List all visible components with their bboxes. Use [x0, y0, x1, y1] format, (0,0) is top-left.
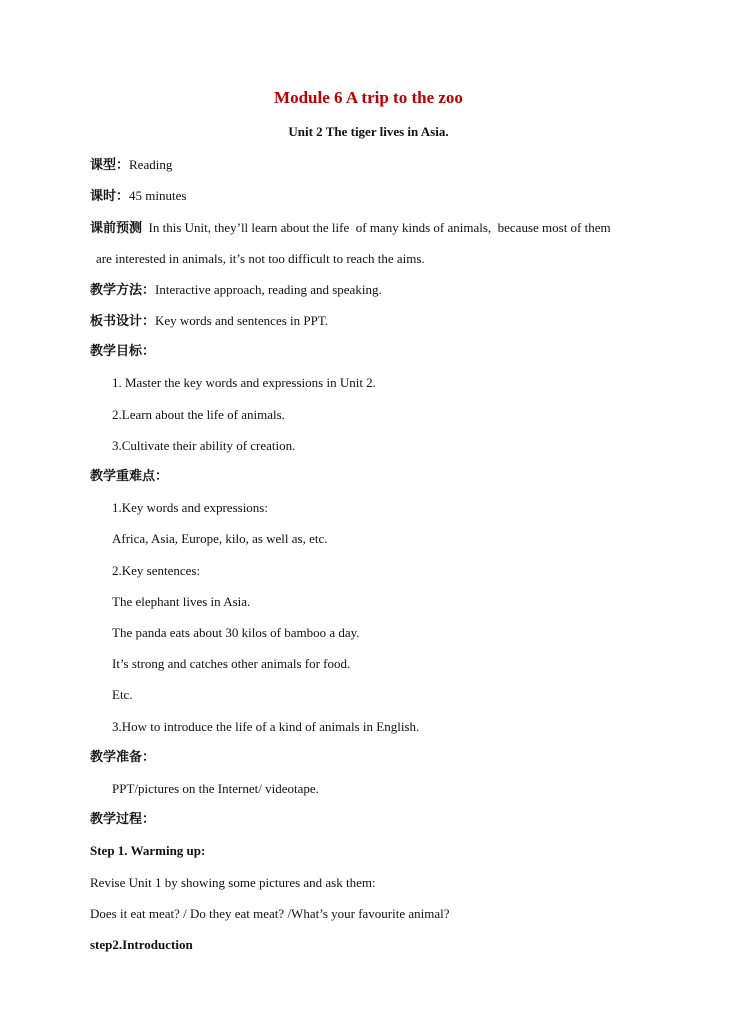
- lesson-type-line: [90, 157, 172, 174]
- preparation-value: PPT/pictures on the Internet/ videotape.: [112, 781, 319, 796]
- document-subtitle: Unit 2 The tiger lives in Asia.: [288, 124, 449, 139]
- lesson-type-label: 课型：: [90, 158, 130, 173]
- method-label: 教学方法：: [90, 283, 156, 298]
- lesson-type-value: Reading: [129, 157, 173, 172]
- preview-line: [90, 220, 611, 237]
- key-point-item: It’s strong and catches other animals for food.: [112, 656, 351, 671]
- process-heading: 教学过程：: [90, 812, 156, 827]
- objectives-heading: 教学目标：: [90, 344, 156, 359]
- key-point-item: The elephant lives in Asia.: [112, 594, 251, 609]
- preparation-heading: 教学准备：: [90, 750, 156, 765]
- document-title: Module 6 A trip to the zoo: [274, 88, 463, 107]
- key-points-heading: 教学重难点：: [90, 469, 169, 484]
- duration-label: 课时：: [90, 189, 130, 204]
- board-line: [90, 313, 328, 330]
- preview-text-1: In this Unit, they’ll learn about the life of many kinds of animals, because most of them: [142, 220, 611, 235]
- board-label: 板书设计：: [90, 314, 156, 329]
- preview-text-2: are interested in animals, it’s not too difficult to reach the aims.: [96, 251, 425, 266]
- step1-title: Step 1. Warming up:: [90, 843, 206, 858]
- duration-value: 45 minutes: [129, 188, 187, 203]
- duration-line: [90, 188, 186, 205]
- preview-label: 课前预测: [90, 221, 143, 236]
- objective-item: 3.Cultivate their ability of creation.: [112, 438, 296, 453]
- key-point-item: 3.How to introduce the life of a kind of animals in English.: [112, 719, 420, 734]
- objective-item: 1. Master the key words and expressions in Unit 2.: [112, 375, 376, 390]
- method-line: [90, 282, 382, 299]
- step1-text-2: Does it eat meat? / Do they eat meat? /What’s your favourite animal?: [90, 906, 450, 921]
- objective-item: 2.Learn about the life of animals.: [112, 407, 285, 422]
- key-point-item: Etc.: [112, 687, 133, 702]
- board-value: Key words and sentences in PPT.: [155, 313, 329, 328]
- key-point-item: Africa, Asia, Europe, kilo, as well as, etc.: [112, 531, 328, 546]
- method-value: Interactive approach, reading and speaking.: [155, 282, 382, 297]
- step1-text-1: Revise Unit 1 by showing some pictures and ask them:: [90, 875, 376, 890]
- key-point-item: 1.Key words and expressions:: [112, 500, 268, 515]
- key-point-item: The panda eats about 30 kilos of bamboo a day.: [112, 625, 360, 640]
- key-point-item: 2.Key sentences:: [112, 563, 201, 578]
- step2-title: step2.Introduction: [90, 937, 193, 952]
